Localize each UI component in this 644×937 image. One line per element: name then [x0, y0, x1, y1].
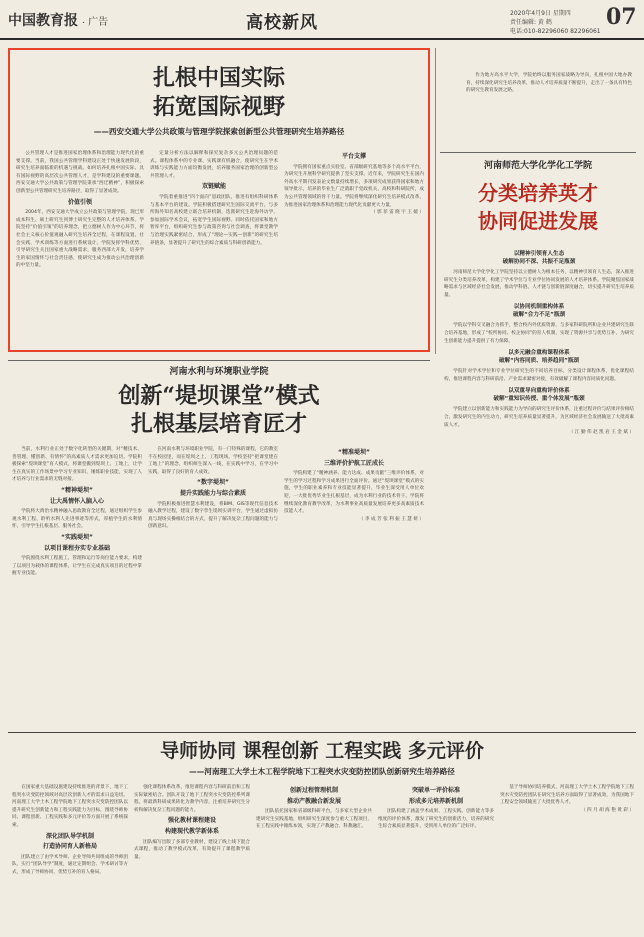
paragraph: 团队构建了涵盖学术成果、工程实践、创新能力等多维度的评价体系，激发了研究生的创新活力，培养的研究生综合素质显著提升，受到用人单位的广泛好评。 [378, 809, 494, 830]
article-title-line1: 扎根中国实际 [152, 65, 285, 91]
byline: （ 四 月 胡 海 艳 黄 彩 ） [580, 807, 634, 813]
section-heading: 平台支撑 [341, 153, 366, 160]
bottom-article-title: 导师协同 课程创新 工程实践 多元评价 [160, 740, 484, 762]
paragraph: 学院构建了“精神涵养、能力达成、成果贡献”三维评价体系，对学生的学习过程和学习成果进行全面评价。通过“堤坝课堂”模式的实施，学生的职业素养和专业技能显著提升，毕业生深受用人单位欢迎，一大批优秀毕业生扎根基层，成为水利行业的技术骨干。学院将继续深化教育教学改革，为水利事业高质量发展培养更多高素质技术技能人才。 [284, 471, 424, 515]
article-column-2 [150, 150, 278, 348]
section-heading: 强化教材课程建设 [167, 817, 216, 825]
section-heading: “精准堤坝” [338, 449, 370, 456]
bottom-column-1 [12, 784, 128, 932]
column-divider [435, 48, 436, 354]
bottom-column-4 [378, 784, 494, 932]
section-heading: 推动产教融合新发展 [286, 797, 341, 805]
section-heading: “精神堤坝” [61, 486, 93, 494]
paragraph: 作为地方高水平大学，学院始终以服务国家战略为导向，扎根中国大地办教育，持续深化研究生培养改革，推动人才培养质量不断提升，走出了一条具有特色的研究生教育发展之路。 [466, 73, 632, 94]
paragraph: 学院以学科交叉融合为抓手，整合校内外优质资源，与多家科研院所和企业共建研究生联合培养基地，形成了“校所协同、校企协同”的育人机制，实现了资源共享与优势互补，为研究生创新能力提升提供了有力保障。 [444, 323, 634, 344]
paragraph: 团队建立了由学术导师、企业导师共同组成的导师团队，实行“团队导学”制度，通过定期组会、学术研讨等方式，形成了导师协同、优势互补的育人格局。 [12, 854, 128, 875]
section-heading: 以项目课程夯实专业基础 [43, 544, 110, 552]
section-heading: 让大禹情怀入脑入心 [49, 497, 104, 505]
sidebar-heading: 以协同机制重构体系 破解“合力不足”瓶颈 [512, 304, 566, 319]
paragraph: 学院拥有国家重点实验室、省部级研究基地等多个高水平平台，为研究生开展科学研究提供了坚实支撑。近年来，学院研究生在国内外高水平期刊发表论文数量持续增长，多项研究成果获得国家和地方领导批示，培养的毕业生广泛就职于党政机关、高校和科研院所，成为公共管理领域的骨干力量。学院将继续深化研究生培养模式改革，为推进国家治理体系和治理能力现代化贡献更大力量。 [284, 164, 424, 208]
bottom-column-2 [134, 784, 250, 932]
brand-name: 中国教育报 [8, 13, 78, 29]
paragraph: 团队依托国家和省部级科研平台，与多家大型企业共建研究生实践基地，组织研究生深度参与重大工程项目，在工程实践中锤炼本领，实现了产教融合、科教融汇。 [256, 809, 372, 830]
section-heading: 构建现代教学新体系 [164, 827, 219, 835]
byline: （ 李 成 芳 张 利 振 王 慧 妍 ） [358, 516, 424, 522]
sidebar-title-line1: 分类培养英才 [478, 181, 598, 205]
paragraph: 学院着重推进“四个面向”思政团队，推进有组织科研体系与基本平台的建设。学院积极搭建研究生国际交流平台，与多所海外知名高校建立联合培养机制，选派研究生赴海外访学、参加国际学术会议，拓宽学生国际视野。同时依托国家和地方智库平台，组织研究生参与政策咨询与社会调查，将课堂教学与治理实践紧密结合，形成了“理论—实践—创新”的研究生培养链条，显著提升了研究生的综合素质与科研创新能力。 [150, 194, 278, 246]
article-title-line1: 创新“堤坝课堂”模式 [118, 383, 320, 409]
article-column-3 [284, 150, 424, 348]
section-heading: 创新过程管理机制 [289, 787, 338, 794]
paragraph: 公共管理人才是推进国家治理体系和治理能力现代化的重要支撑。当前，我国公共管理学科建设正处于快速发展阶段，研究生培养面临新的机遇与挑战。如何培养扎根中国实际、具有国际视野的高层次公共管理人才，是学科建设的重要课题。西安交通大学公共政策与管理学院秉承“西迁精神”，积极探索创新型公共管理研究生培养路径，取得了显著成效。 [16, 151, 144, 194]
sidebar-heading: 以多元融合重构课程体系 破解“内容同质、培养趋同”瓶颈 [498, 350, 580, 365]
divider [8, 360, 430, 361]
newspaper-brand [8, 10, 108, 30]
paragraph: 强化课程体系改革，推进课程内容与科研前沿和工程实际紧密结合。团队开设了地下工程突水灾变防控系列课程，将最新科研成果转化为教学内容，注重培养研究生分析和解决复杂工程问题的能力。 [134, 785, 250, 813]
sidebar-school: 河南师范大学化学化工学院 [483, 161, 592, 171]
article-title-line2: 扎根基层培育匠才 [130, 411, 307, 437]
bottom-column-5 [500, 784, 634, 932]
section-heading: 三维评价护航工匠成长 [323, 459, 384, 467]
section-heading: 提升实践能力与综合素质 [179, 489, 246, 497]
section-heading: 形成多元培养新机制 [408, 797, 463, 805]
article-title-line2: 拓宽国际视野 [152, 94, 285, 120]
paragraph: 基于导师协同培养模式，河南理工大学土木工程学院地下工程突水灾变防控团队在研究生培养方面取得了显著成效，为我国地下工程安全领域输送了大批优秀人才。 [500, 785, 634, 806]
sidebar-intro [466, 72, 632, 142]
article-subtitle: ——西安交通大学公共政策与管理学院探索创新型公共管理研究生培养路径 [93, 127, 345, 136]
article-school: 河南水利与环境职业学院 [169, 367, 269, 377]
page-number: 07 [606, 4, 637, 30]
paragraph: 团队编写出版了多部专业教材，建设了线上线下混合式课程，推动了教学模式改革，有效提升了课程教学质量。 [134, 839, 250, 860]
paragraph: 学院积极推进智慧水利建设，将BIM、GIS等现代信息技术融入教学过程，建设了数字孪生堤坝实训平台，学生通过虚拟仿真与现场实操相结合的方式，提升了解决复杂工程问题的能力与创新意识。 [148, 501, 278, 530]
sidebar-title-line2: 协同促进发展 [478, 209, 598, 233]
sidebar-body [444, 246, 634, 726]
article-column-1 [16, 150, 144, 348]
section-heading: 双链赋能 [201, 183, 226, 191]
paragraph: 2004年，西安交通大学成立公共政策与管理学院，现已形成本科生、硕士研究生到博士研究生完整的人才培养体系。学院坚持“价值引领”的培养理念，把立德树人作为中心环节，将社会主义核心价值观融入研究生培养全过程，在课程设置、社会实践、学术训练等方面进行系统设计。学院发挥学科优势，引导研究生关注国家重大战略需求，服务西部大开发，培养学生的家国情怀与社会责任感，使研究生成为推动公共治理创新的中坚力量。 [16, 210, 144, 269]
paragraph: 在河南水利与环境职业学院，有一门特殊的课程，它的教室不在校园里，而在堤坝之上、工程现场。学校坚持“把课堂建在工地上”的理念，组织师生深入一线，在实践中学习，在学习中实践，取得了良好的育人成效。 [148, 447, 278, 475]
divider [8, 732, 636, 733]
article-column-2 [148, 446, 278, 716]
section-heading: 深化团队导学机制 [45, 832, 94, 840]
sidebar-heading: 以双重导向重构评价体系 破解“重知识传授、重个体发展”瓶颈 [493, 388, 585, 403]
paragraph: 学院将大禹治水精神融入思政教育全过程，通过组织学生参观水利工程、聆听水利人先进事迹等形式，厚植学生的水利情怀，引导学生扎根基层、服务社会。 [12, 509, 142, 530]
section-heading: 打造协同育人新格局 [42, 843, 97, 851]
paragraph: 学院围绕水利工程施工、管理和运行等岗位能力要求，构建了以项目为载体的课程体系，让学生在完成真实项目的过程中掌握专业技能。 [12, 556, 142, 577]
phone-line: 电话:010-82296060 82296061 [510, 28, 601, 35]
ad-label: · 广告 [82, 17, 109, 28]
sidebar-heading: 以精神引领育人生态 破解协同不深、共振不足瓶颈 [502, 251, 576, 265]
article-column-1 [12, 446, 142, 716]
bottom-article-subtitle: ——河南理工大学土木工程学院地下工程突水灾变防控团队创新研究生培养路径 [189, 767, 455, 776]
byline: （ 江 勤 伟 赵 凯 岩 王 金 斌 ） [568, 430, 634, 436]
paragraph: 在国家重大基础设施建设持续推进的背景下，地下工程突水灾变防控领域对高层次创新人才的需求日益迫切。河南理工大学土木工程学院地下工程突水灾变防控团队以提升研究生创新能力和工程实践能力为目标，围绕导师协同、课程创新、工程实践和多元评价等方面开展了系统探索。 [12, 785, 128, 828]
divider [440, 152, 636, 153]
paragraph: 当前，水利行业正处于数字化转型的关键期，对“精技术、善管理、懂创新、有情怀”的高素质人才需求更加迫切。学院积极探索“堤坝课堂”育人模式，将课堂搬到堤坝上、工地上，让学生在真实的工作场景中学习专业知识、锤炼职业技能，实现了人才培养与行业需求的无缝对接。 [12, 447, 142, 483]
dateline [510, 9, 601, 36]
section-heading: 价值引领 [67, 198, 92, 206]
paragraph: 学院建立以创新能力和实践能力为导向的研究生评价体系，注重过程评价与结果评价相结合，激发研究生的内生动力，研究生培养质量显著提升，为区域经济社会发展输送了大批高素质人才。 [444, 407, 634, 428]
paragraph: 学院针对学术学位和专业学位研究生的不同培养目标，分类设计课程体系，优化课程结构，推进课程内容与科研前沿、产业需求紧密对接，有效破解了课程内容同质化问题。 [444, 369, 634, 382]
section-title: 高校新风 [246, 13, 318, 33]
article-column-3 [284, 446, 424, 716]
paragraph: 河南师范大学化学化工学院坚持以立德树人为根本任务，以精神引领育人生态，深入推进研究生分类培养改革，构建了学术学位与专业学位协同发展的人才培养体系。学院聚焦国家战略需求与区域经济社会发展，推动学科链、人才链与创新链深度融合，切实提升研究生培养质量。 [444, 270, 634, 298]
masthead [0, 0, 644, 40]
section-heading: 突破单一评价标准 [411, 787, 460, 794]
editor-line: 责任编辑: 黄 鹤 [510, 19, 552, 26]
section-heading: “数字堤坝” [197, 479, 229, 487]
paragraph: 定量分析方法以解释和探究复杂多元公共治理问题的范式。课程体系中的专业课、实践课有机融合，使研究生在学术训练与实践能力方面均衡发展，培养服务国家治理的创新型公共管理人才。 [150, 151, 278, 179]
byline: （ 郭 菲 雷 晓 宇 王 媛 ） [370, 210, 424, 216]
section-heading: “实践堤坝” [61, 533, 93, 541]
bottom-column-3 [256, 784, 372, 932]
issue-date: 2020年4月9日 星期四 [510, 10, 571, 17]
